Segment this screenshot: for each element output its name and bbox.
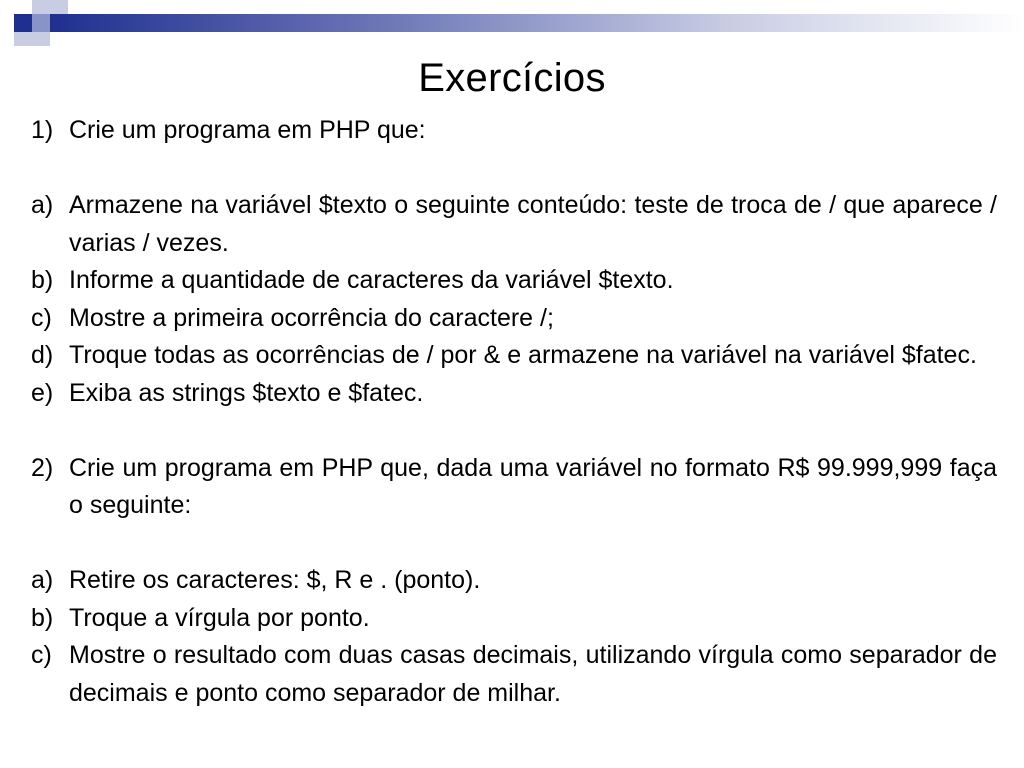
item-text: Exiba as strings $texto e $fatec.	[69, 378, 424, 407]
slide-content	[31, 112, 997, 712]
decoration-square	[14, 32, 32, 46]
exercise-1-item	[31, 300, 997, 338]
title-decoration	[0, 0, 1024, 60]
exercise-2-number: 2)	[31, 453, 54, 482]
exercise-2-item	[31, 637, 997, 712]
exercise-2-heading	[31, 450, 997, 525]
exercise-1-heading	[31, 112, 997, 150]
item-label: e)	[31, 378, 54, 407]
item-text: Troque a vírgula por ponto.	[69, 603, 370, 632]
blank-line	[31, 412, 997, 450]
decoration-square	[14, 14, 32, 32]
decoration-gradient-bar	[50, 14, 1024, 32]
exercise-1-item	[31, 187, 997, 262]
blank-line	[31, 525, 997, 563]
item-label: b)	[31, 603, 54, 632]
exercise-2-item	[31, 562, 997, 600]
exercise-2-heading-text: Crie um programa em PHP que, dada uma variável no formato R$ 99.999,999 faça o seguinte:	[69, 453, 997, 519]
item-text: Troque todas as ocorrências de / por & e armazene na variável na variável $fatec.	[69, 341, 977, 369]
item-text: Retire os caracteres: $, R e . (ponto).	[69, 566, 481, 594]
item-text: Informe a quantidade de caracteres da variável $texto.	[69, 266, 674, 294]
decoration-square	[32, 0, 50, 14]
blank-line	[31, 150, 997, 188]
item-label: c)	[31, 641, 52, 669]
exercise-1-item	[31, 375, 997, 413]
exercise-1-number: 1)	[31, 116, 54, 144]
exercise-2-item	[31, 600, 997, 638]
item-label: a)	[31, 191, 54, 219]
item-label: c)	[31, 303, 52, 332]
exercise-1-heading-text: Crie um programa em PHP que:	[69, 116, 426, 144]
item-label: d)	[31, 341, 54, 369]
exercise-1-item	[31, 337, 997, 375]
slide-title: Exercícios	[418, 56, 606, 100]
item-text: Mostre o resultado com duas casas decimais, utilizando vírgula como separador de decimais e ponto como separador de milhar.	[69, 641, 997, 707]
decoration-square	[50, 0, 68, 14]
item-text: Armazene na variável $texto o seguinte conteúdo: teste de troca de / que aparece / varias / vezes.	[69, 191, 997, 257]
item-text: Mostre a primeira ocorrência do caractere /;	[69, 303, 554, 332]
decoration-square	[32, 32, 50, 46]
exercise-1-item	[31, 262, 997, 300]
item-label: a)	[31, 566, 54, 594]
decoration-square	[32, 14, 50, 32]
item-label: b)	[31, 266, 54, 294]
